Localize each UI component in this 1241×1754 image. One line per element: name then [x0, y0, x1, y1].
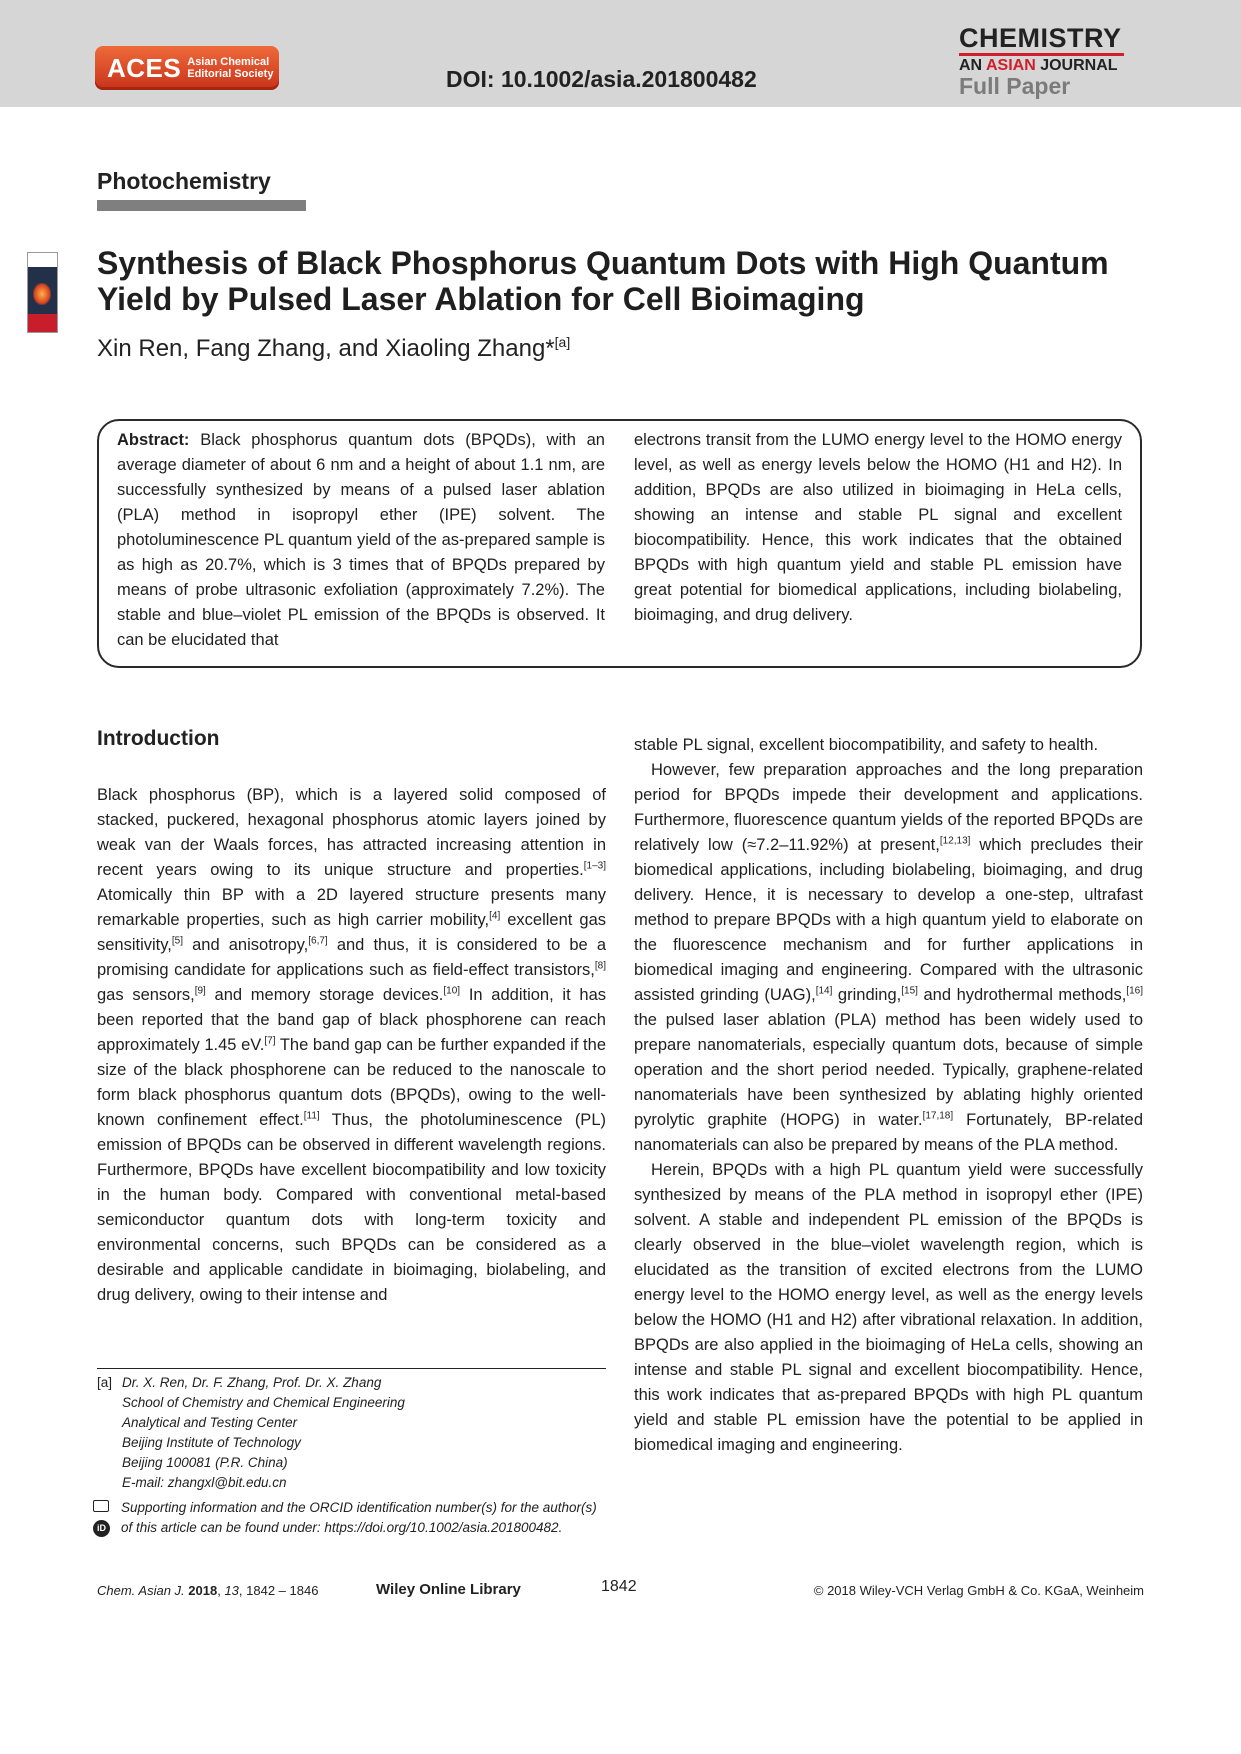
copyright: © 2018 Wiley-VCH Verlag GmbH & Co. KGaA, Weinheim [813, 1583, 1144, 1598]
aces-logo [95, 46, 279, 90]
reference-citation[interactable]: [6,7] [308, 935, 328, 947]
footnote-rule [97, 1368, 606, 1369]
affiliation-mark: [a] [554, 334, 571, 350]
cover-footer [28, 314, 57, 332]
cover-image [33, 283, 51, 305]
reference-citation[interactable]: [5] [171, 935, 184, 947]
journal-subtitle: AN ASIAN JOURNAL [959, 57, 1118, 74]
wiley-online-library-logo[interactable]: Wiley Online Library [376, 1581, 521, 1598]
aces-logo-text: ACES [107, 52, 182, 83]
abstract-left-column [117, 428, 605, 653]
section-bar [97, 200, 306, 211]
reference-citation[interactable]: [10] [443, 985, 461, 997]
footnote-label: [a] [97, 1375, 113, 1390]
introduction-heading: Introduction [97, 727, 220, 750]
page-number: 1842 [601, 1578, 637, 1595]
reference-citation[interactable]: [9] [194, 985, 206, 997]
orcid-icon: iD [93, 1520, 110, 1537]
reference-citation[interactable]: [8] [594, 960, 606, 972]
supporting-info-text[interactable]: Supporting information and the ORCID identification number(s) for the author(s) of this article can be found under: https://doi.org/10.1002/asia.201800482. [121, 1500, 597, 1535]
article-title: Synthesis of Black Phosphorus Quantum Dots with High Quantum Yield by Pulsed Laser Ablation for Cell Bioimaging [97, 245, 1109, 317]
doi[interactable]: DOI: 10.1002/asia.201800482 [446, 66, 757, 92]
affiliation-footnote [97, 1373, 606, 1493]
footnote-email[interactable]: E-mail: zhangxl@bit.edu.cn [122, 1475, 287, 1490]
citation: Chem. Asian J. 2018, 13, 1842 – 1846 [97, 1583, 319, 1598]
introduction-right-column [634, 733, 1143, 1458]
intro-paragraph: Herein, BPQDs with a high PL quantum yield were successfully synthesized by means of the PLA method in isopropyl ether (IPE) solvent. A stable and independent PL emission of the BPQDs is clearly observed in the blue–violet wavelength region, which is elucidated as the transition of excited electrons from the LUMO energy level to the HOMO energy level, as well as the energy levels below the HOMO (H1 and H2) after vibrational relaxation. In addition, BPQDs are also applied in the bioimaging of HeLa cells, showing an intense and stable PL signal and excellent biocompatibility. Hence, this work indicates that as-prepared BPQDs with high PL quantum yield and stable PL emission have the potential to be applied in biomedical imaging and engineering. [634, 1161, 1143, 1454]
reference-citation[interactable]: [7] [264, 1035, 276, 1047]
journal-cover-thumbnail [27, 252, 58, 333]
authors: Xin Ren, Fang Zhang, and Xiaoling Zhang*[a] [97, 334, 571, 362]
reference-citation[interactable]: [17,18] [922, 1110, 954, 1122]
cover-header [28, 253, 57, 267]
journal-bar [959, 53, 1124, 56]
abstract-right-column: electrons transit from the LUMO energy level to the HOMO energy level, as well as energy levels below the HOMO (H1 and H2). In addition, BPQDs are also utilized in bioimaging in HeLa cells, showing an intense and stable PL signal and excellent biocompatibility. Hence, this work indicates that the obtained BPQDs with high quantum yield and stable PL emission have great potential for biomedical applications, including biolabeling, bioimaging, and drug delivery. [634, 431, 1122, 624]
reference-citation[interactable]: [12,13] [939, 835, 971, 847]
reference-citation[interactable]: [4] [489, 910, 501, 922]
intro-paragraph: stable PL signal, excellent biocompatibility, and safety to health. [634, 736, 1099, 754]
intro-paragraph: However, few preparation approaches and the long preparation period for BPQDs impede their development and applications. Furthermore, fluorescence quantum yields of the reported BPQDs are relatively low (≈7.2–11.92%) at present,[12,13] which precludes their biomedical applications, including biolabeling, bioimaging, and drug delivery. Hence, it is necessary to develop a one-step, ultrafast method to prepare BPQDs with a high quantum yield to elaborate on the fluorescence mechanism and for further applications in biomedical imaging and engineering. Compared with the ultrasonic assisted grinding (UAG),[14] grinding,[15] and hydrothermal methods,[16] the pulsed laser ablation (PLA) method has been widely used to prepare nanomaterials, especially quantum dots, because of simple operation and the short period needed. Typically, graphene-related nanomaterials have been synthesized by ablating highly oriented pyrolytic graphite (HOPG) in water.[17,18] Fortunately, BP-related nanomaterials can also be prepared by means of the PLA method. [634, 761, 1144, 1154]
supporting-info-icon [93, 1500, 109, 1512]
introduction-left-column: Black phosphorus (BP), which is a layered solid composed of stacked, puckered, hexagonal phosphorus atomic layers joined by weak van der Waals forces, has attracted increasing attention in recent years owing to its unique structure and properties.[1–3] Atomically thin BP with a 2D layered structure presents many remarkable properties, such as high carrier mobility,[4] excellent gas sensitivity,[5] and anisotropy,[6,7] and thus, it is considered to be a promising candidate for applications such as field-effect transistors,[8] gas sensors,[9] and memory storage devices.[10] In addition, it has been reported that the band gap of black phosphorene can reach approximately 1.45 eV.[7] The band gap can be further expanded if the size of the black phosphorene can be reduced to the nanoscale to form black phosphorus quantum dots (BPQDs), owing to the well-known confinement effect.[11] Thus, the photoluminescence (PL) emission of BPQDs can be observed in different wavelength regions. Furthermore, BPQDs have excellent biocompatibility and low toxicity in the human body. Compared with conventional metal-based semiconductor quantum dots with long-term toxicity and environmental concerns, such BPQDs can be considered as a desirable and applicable candidate in bioimaging, biolabeling, and drug delivery, owing to their intense and [97, 786, 607, 1304]
reference-citation[interactable]: [11] [303, 1110, 320, 1122]
abstract-label: Abstract: [117, 431, 190, 449]
reference-citation[interactable]: [16] [1126, 985, 1143, 997]
reference-citation[interactable]: [14] [815, 985, 833, 997]
journal-logo [959, 24, 1129, 98]
footnote-body: Dr. X. Ren, Dr. F. Zhang, Prof. Dr. X. Zhang School of Chemistry and Chemical Engineering Analytical and Testing Center Beijing Institute of Technology Beijing 100081 (P.R. China) E-mail: zhangxl@bit.edu.cn [122, 1373, 405, 1493]
reference-citation[interactable]: [1–3] [583, 860, 606, 872]
supporting-info-note [93, 1498, 606, 1538]
aces-logo-subtitle: Asian Chemical Editorial Society [187, 56, 274, 80]
abstract-text-left: Black phosphorus quantum dots (BPQDs), with an average diameter of about 6 nm and a height of about 1.1 nm, are successfully synthesized by means of a pulsed laser ablation (PLA) method in isopropyl ether (IPE) solvent. The photoluminescence PL quantum yield of the as-prepared sample is as high as 20.7%, which is 3 times that of BPQDs prepared by means of probe ultrasonic exfoliation (approximately 7.2%). The stable and blue–violet PL emission of the BPQDs is observed. It can be elucidated that [117, 431, 605, 649]
article-type: Full Paper [959, 73, 1071, 99]
reference-citation[interactable]: [15] [901, 985, 918, 997]
journal-name: CHEMISTRY [959, 23, 1122, 53]
section-tag: Photochemistry [97, 168, 271, 194]
